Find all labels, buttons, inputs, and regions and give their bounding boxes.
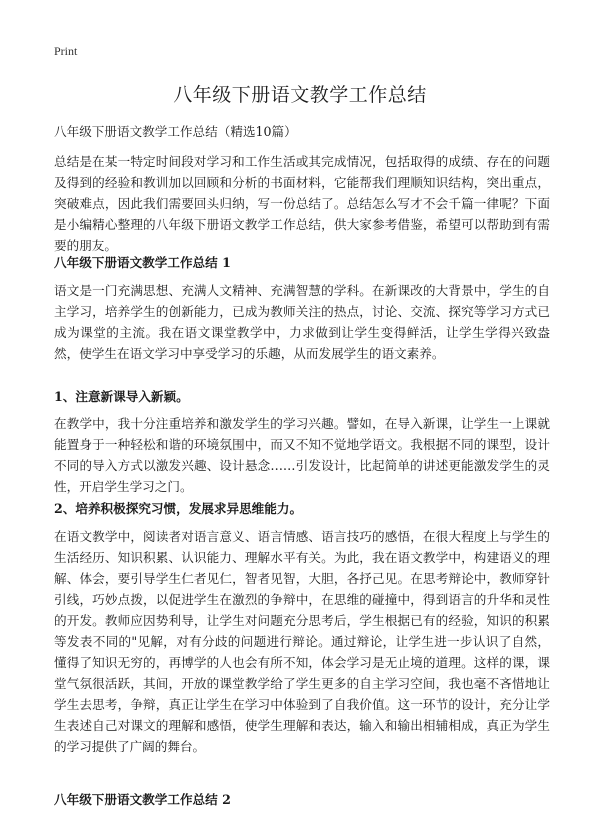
document-subtitle: 八年级下册语文教学工作总结（精选10篇） [54, 124, 297, 139]
section-heading-2: 八年级下册语文教学工作总结 2 [54, 792, 231, 807]
point-heading-2: 2、培养积极探究习惯，发展求异思维能力。 [54, 501, 303, 516]
intro-paragraph: 总结是在某一特定时间段对学习和工作生活或其完成情况，包括取得的成绩、存在的问题及得到的经验和教训加以回顾和分析的书面材料，它能帮我们理顺知识结构，突出重点，突破难点，因此我们需要回头归纳，写一份总结了。总结怎么写才不会千篇一律呢？下面是小编精心整理的八年级下册语文教学工作总结，供大家参考借鉴，希望可以帮助到有需要的朋友。 [54, 154, 550, 253]
section-heading-1: 八年级下册语文教学工作总结 1 [54, 255, 231, 270]
point-heading-1: 1、注意新课导入新颖。 [54, 389, 189, 404]
point-paragraph-1: 在教学中，我十分注重培养和激发学生的学习兴趣。譬如，在导入新课，让学生一上课就能置身于一种轻松和谐的环境氛围中，而又不知不觉地学语文。我根据不同的课型，设计不同的导入方式以激发兴趣、设计悬念……引发设计，比起简单的讲述更能激发学生的灵性，开启学生学习之门。 [54, 416, 550, 494]
point-paragraph-2: 在语文教学中，阅读者对语言意义、语言情感、语言技巧的感悟，在很大程度上与学生的生活经历、知识积累、认识能力、理解水平有关。为此，我在语文教学中，构建语义的理解、体会，要引导学生仁者见仁，智者见智，大胆，各抒己见。在思考辩论中，教师穿针引线，巧妙点拨，以促进学生在激烈的争辩中，在思维的碰撞中，得到语言的升华和灵性的开发。教师应因势利导，让学生对问题充分思考后，学生根据已有的经验，知识的积累等发表不同的"见解，对有分歧的问题进行辩论。通过辩论，让学生进一步认识了自然，懂得了知识无穷的，再博学的人也会有所不知，体会学习是无止境的道理。这样的课，课堂气氛很活跃，其间，开放的课堂教学给了学生更多的自主学习空间，我也毫不吝惜地让学生去思考，争辩，真正让学生在学习中体验到了自我价值。这一环节的设计，充分让学生表述自己对课文的理解和感悟，使学生理解和表达，输入和输出相辅相成，真正为学生的学习提供了广阔的舞台。 [54, 529, 550, 754]
print-link[interactable]: Print [54, 44, 78, 58]
page-title: 八年级下册语文教学工作总结 [173, 84, 427, 106]
section-paragraph-1: 语文是一门充满思想、充满人文精神、充满智慧的学科。在新课改的大背景中，学生的自主学习，培养学生的创新能力，已成为教师关注的热点，讨论、交流、探究等学习方式已成为课堂的主流。我在语文课堂教学中，力求做到让学生变得鲜活，让学生学得兴致盎然，使学生在语文学习中享受学习的乐趣，从而发展学生的语文素养。 [54, 283, 550, 361]
